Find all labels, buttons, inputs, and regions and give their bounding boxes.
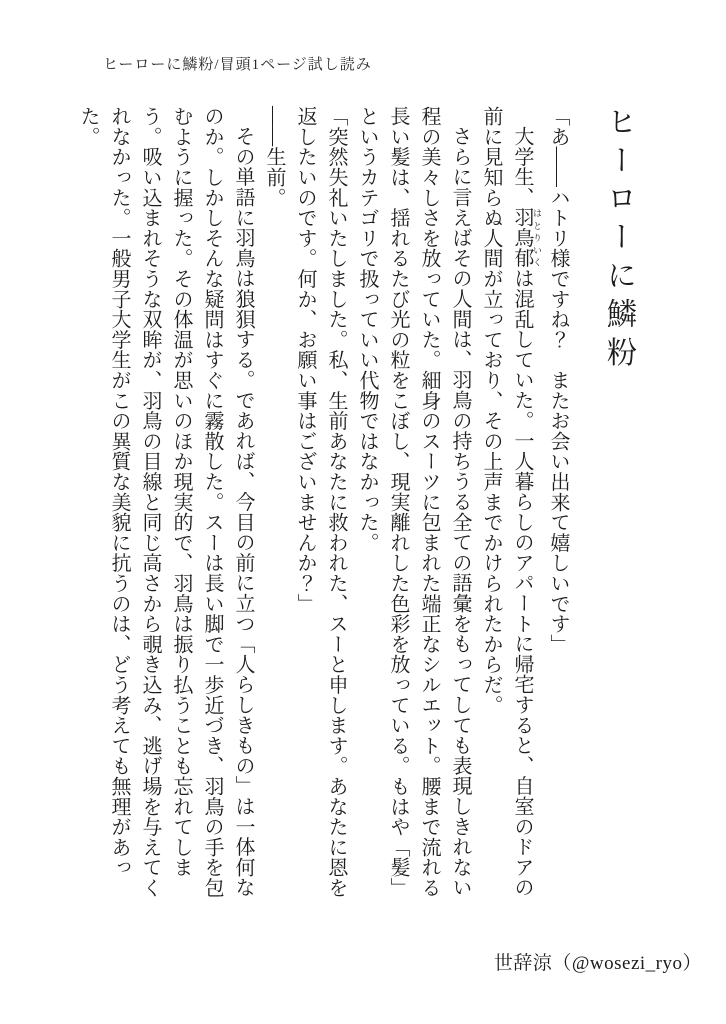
- ruby-furigana: はとりいく: [532, 207, 542, 269]
- p2-text-pre: 大学生、: [511, 126, 533, 208]
- novel-title: ヒーローに鱗粉: [602, 106, 635, 375]
- p2-text-post: は混乱していた。一人暮らしのアパートに帰宅すると、自室のドアの前に見知らぬ人間が立っており、その上声までかけられたからだ。: [480, 106, 533, 898]
- ruby-hatori-iku: [511, 207, 542, 269]
- vertical-text-area: [72, 106, 638, 898]
- paragraph-narrative-3: その単語に羽鳥は狼狽する。であれば、今目の前に立つ「人らしきもの」は一体何なのか。しかしそんな疑問はすぐに霧散した。スーは長い脚で一歩近づき、羽鳥の手を包むように握った。その体温が思いのほか現実的で、羽鳥は振り払うことも忘れてしまう。吸い込まれそうな双眸が、羽鳥の目線と同じ高さから覗き込み、逃げ場を与えてくれなかった。一般男子大学生がこの異質な美貌に抗うのは、どう考えても無理があった。: [77, 106, 254, 898]
- paragraph-monologue: ――生前。: [263, 106, 285, 208]
- page-header-label: ヒーローに鱗粉/冒頭1ページ試し読み: [103, 57, 372, 73]
- author-credit: 世辞涼（@wosezi_ryo）: [493, 953, 702, 974]
- ruby-base: 羽鳥郁: [511, 207, 533, 269]
- paragraph-narrative-2: さらに言えばその人間は、羽鳥の持ちうる全ての語彙をもってしても表現しきれない程の美々しさを放っていた。細身のスーツに包まれた端正なシルエット。腰まで流れる長い髪は、揺れるたび光の粒をこぼし、現実離れした色彩を放っている。もはや「髪」というカテゴリで扱っていい代物ではなかった。: [356, 106, 471, 898]
- paragraph-narrative-1: [475, 106, 542, 898]
- paragraph-dialogue-2: 「突然失礼いたしました。私、生前あなたに救われた、スーと申します。あなたに恩を返したいのです。何か、お願い事はございませんか？」: [294, 106, 347, 898]
- paragraph-dialogue-1: 「あ――ハトリ様ですね？ またお会い出来て嬉しいです」: [547, 106, 569, 655]
